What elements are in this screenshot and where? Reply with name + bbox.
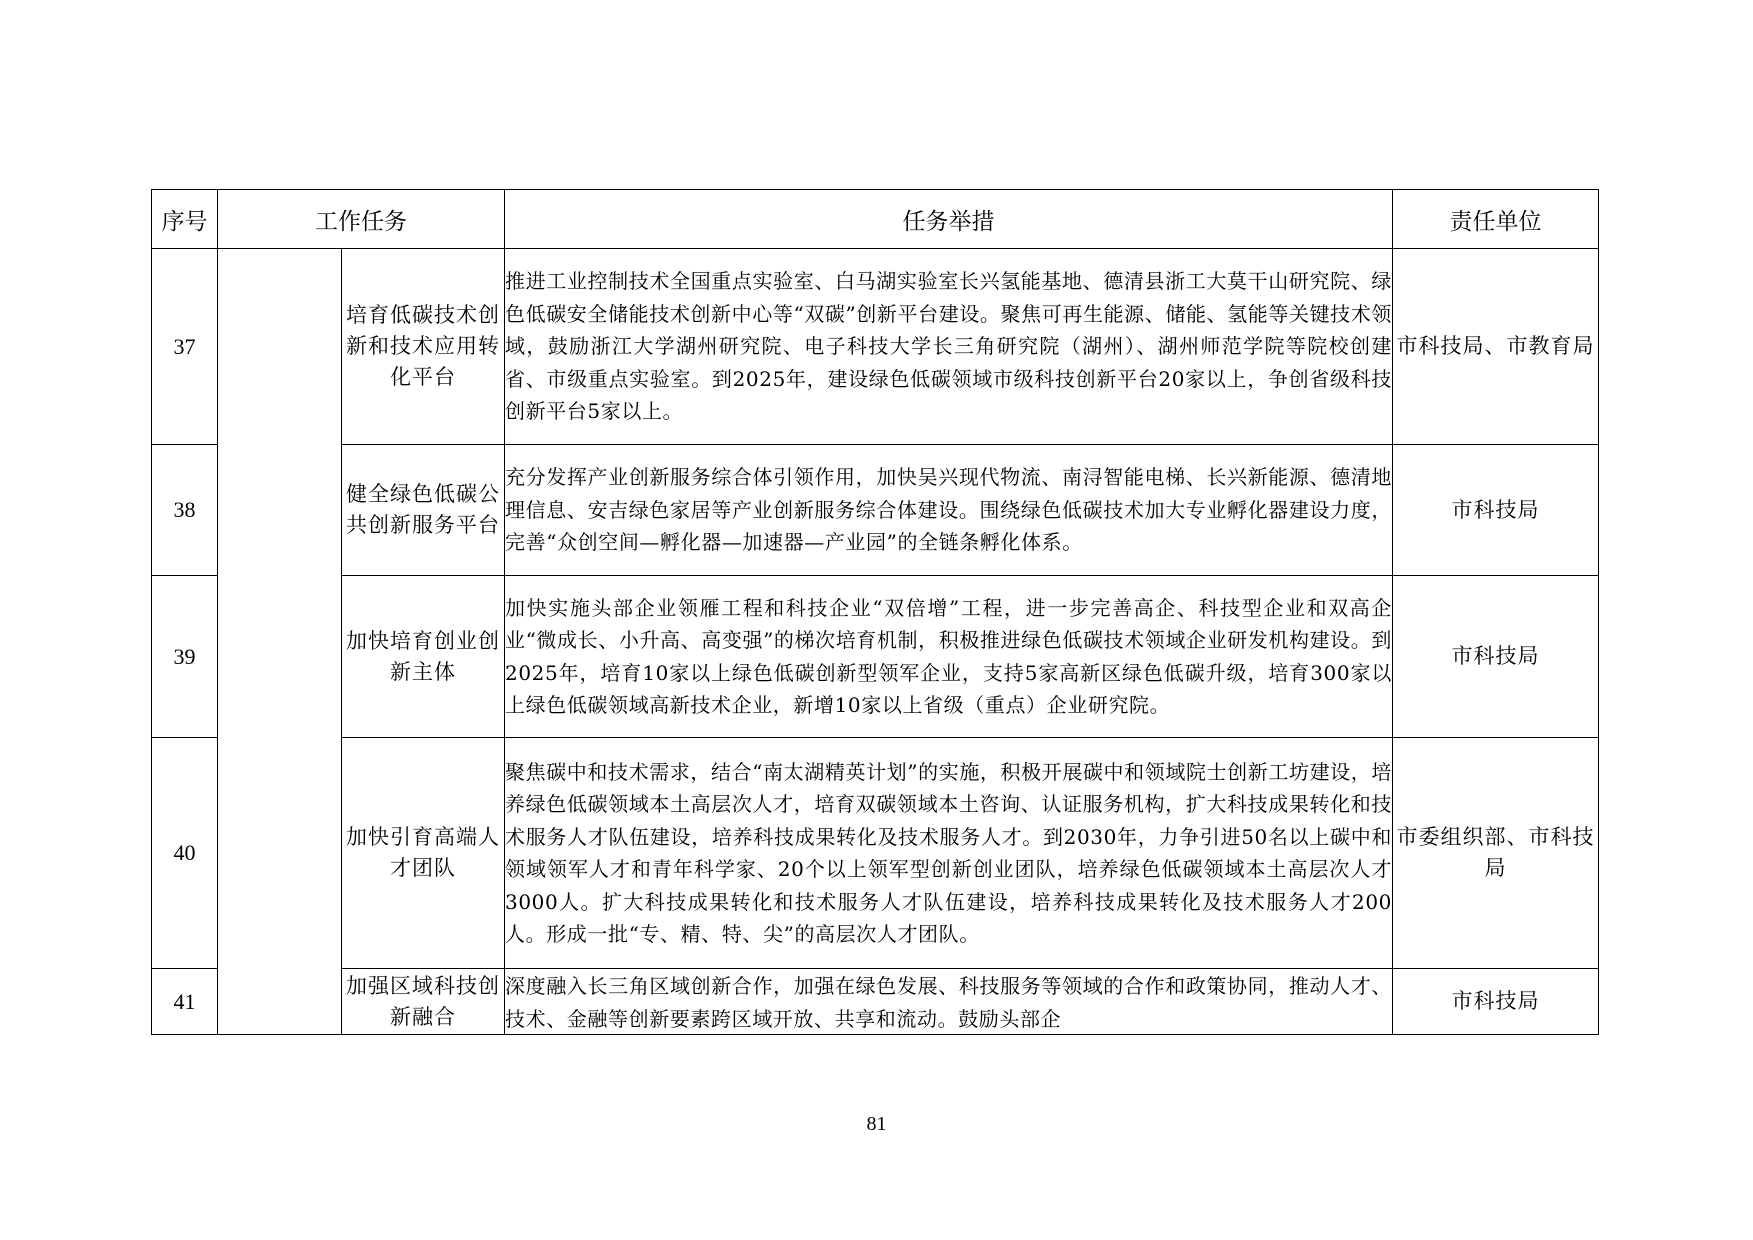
row-task: 加强区域科技创新融合	[342, 969, 505, 1035]
row-measures: 加快实施头部企业领雁工程和科技企业“双倍增”工程，进一步完善高企、科技型企业和双高企业“微成长、小升高、高变强”的梯次培育机制，积极推进绿色低碳技术领域企业研发机构建设。到2025年，培育10家以上绿色低碳创新型领军企业，支持5家高新区绿色低碳升级，培育300家以上绿色低碳领域高新技术企业，新增10家以上省级（重点）企业研究院。	[505, 576, 1393, 738]
row-task: 培育低碳技术创新和技术应用转化平台	[342, 249, 505, 445]
row-measures: 充分发挥产业创新服务综合体引领作用，加快吴兴现代物流、南浔智能电梯、长兴新能源、德清地理信息、安吉绿色家居等产业创新服务综合体建设。围绕绿色低碳技术加大专业孵化器建设力度，完善“众创空间—孵化器—加速器—产业园”的全链条孵化体系。	[505, 445, 1393, 576]
header-index: 序号	[152, 190, 218, 249]
row-measures-cell	[505, 969, 1393, 1035]
row-unit: 市科技局	[1393, 445, 1599, 576]
row-unit: 市科技局	[1393, 576, 1599, 738]
row-unit: 市委组织部、市科技局	[1393, 738, 1599, 969]
task-table	[151, 189, 1599, 1035]
row-task: 加快引育高端人才团队	[342, 738, 505, 969]
row-measures: 深度融入长三角区域创新合作，加强在绿色发展、科技服务等领域的合作和政策协同，推动人才、技术、金融等创新要素跨区域开放、共享和流动。鼓励头部企	[505, 974, 1392, 1031]
row-index: 37	[152, 249, 218, 445]
row-measures: 聚焦碳中和技术需求，结合“南太湖精英计划”的实施，积极开展碳中和领域院士创新工坊建设，培养绿色低碳领域本土高层次人才，培育双碳领域本土咨询、认证服务机构，扩大科技成果转化和技术服务人才队伍建设，培养科技成果转化及技术服务人才。到2030年，力争引进50名以上碳中和领域领军人才和青年科学家、20个以上领军型创新创业团队，培养绿色低碳领域本土高层次人才3000人。扩大科技成果转化和技术服务人才队伍建设，培养科技成果转化及技术服务人才200人。形成一批“专、精、特、尖”的高层次人才团队。	[505, 738, 1393, 969]
row-index: 41	[152, 969, 218, 1035]
header-measures: 任务举措	[505, 190, 1393, 249]
table-row	[152, 576, 1599, 738]
row-index: 40	[152, 738, 218, 969]
row-index: 39	[152, 576, 218, 738]
row-index: 38	[152, 445, 218, 576]
page-number: 81	[866, 1113, 887, 1135]
table-row	[152, 969, 1599, 1035]
row-task: 加快培育创业创新主体	[342, 576, 505, 738]
row-unit: 市科技局	[1393, 969, 1599, 1035]
task-group-cell	[218, 249, 342, 1035]
row-task: 健全绿色低碳公共创新服务平台	[342, 445, 505, 576]
header-unit: 责任单位	[1393, 190, 1599, 249]
row-unit: 市科技局、市教育局	[1393, 249, 1599, 445]
header-task: 工作任务	[218, 190, 505, 249]
row-measures: 推进工业控制技术全国重点实验室、白马湖实验室长兴氢能基地、德清县浙工大莫干山研究院、绿色低碳安全储能技术创新中心等“双碳”创新平台建设。聚焦可再生能源、储能、氢能等关键技术领域，鼓励浙江大学湖州研究院、电子科技大学长三角研究院（湖州）、湖州师范学院等院校创建省、市级重点实验室。到2025年，建设绿色低碳领域市级科技创新平台20家以上，争创省级科技创新平台5家以上。	[505, 249, 1393, 445]
table-header-row	[152, 190, 1599, 249]
table-row	[152, 445, 1599, 576]
table-row	[152, 249, 1599, 445]
table-row	[152, 738, 1599, 969]
